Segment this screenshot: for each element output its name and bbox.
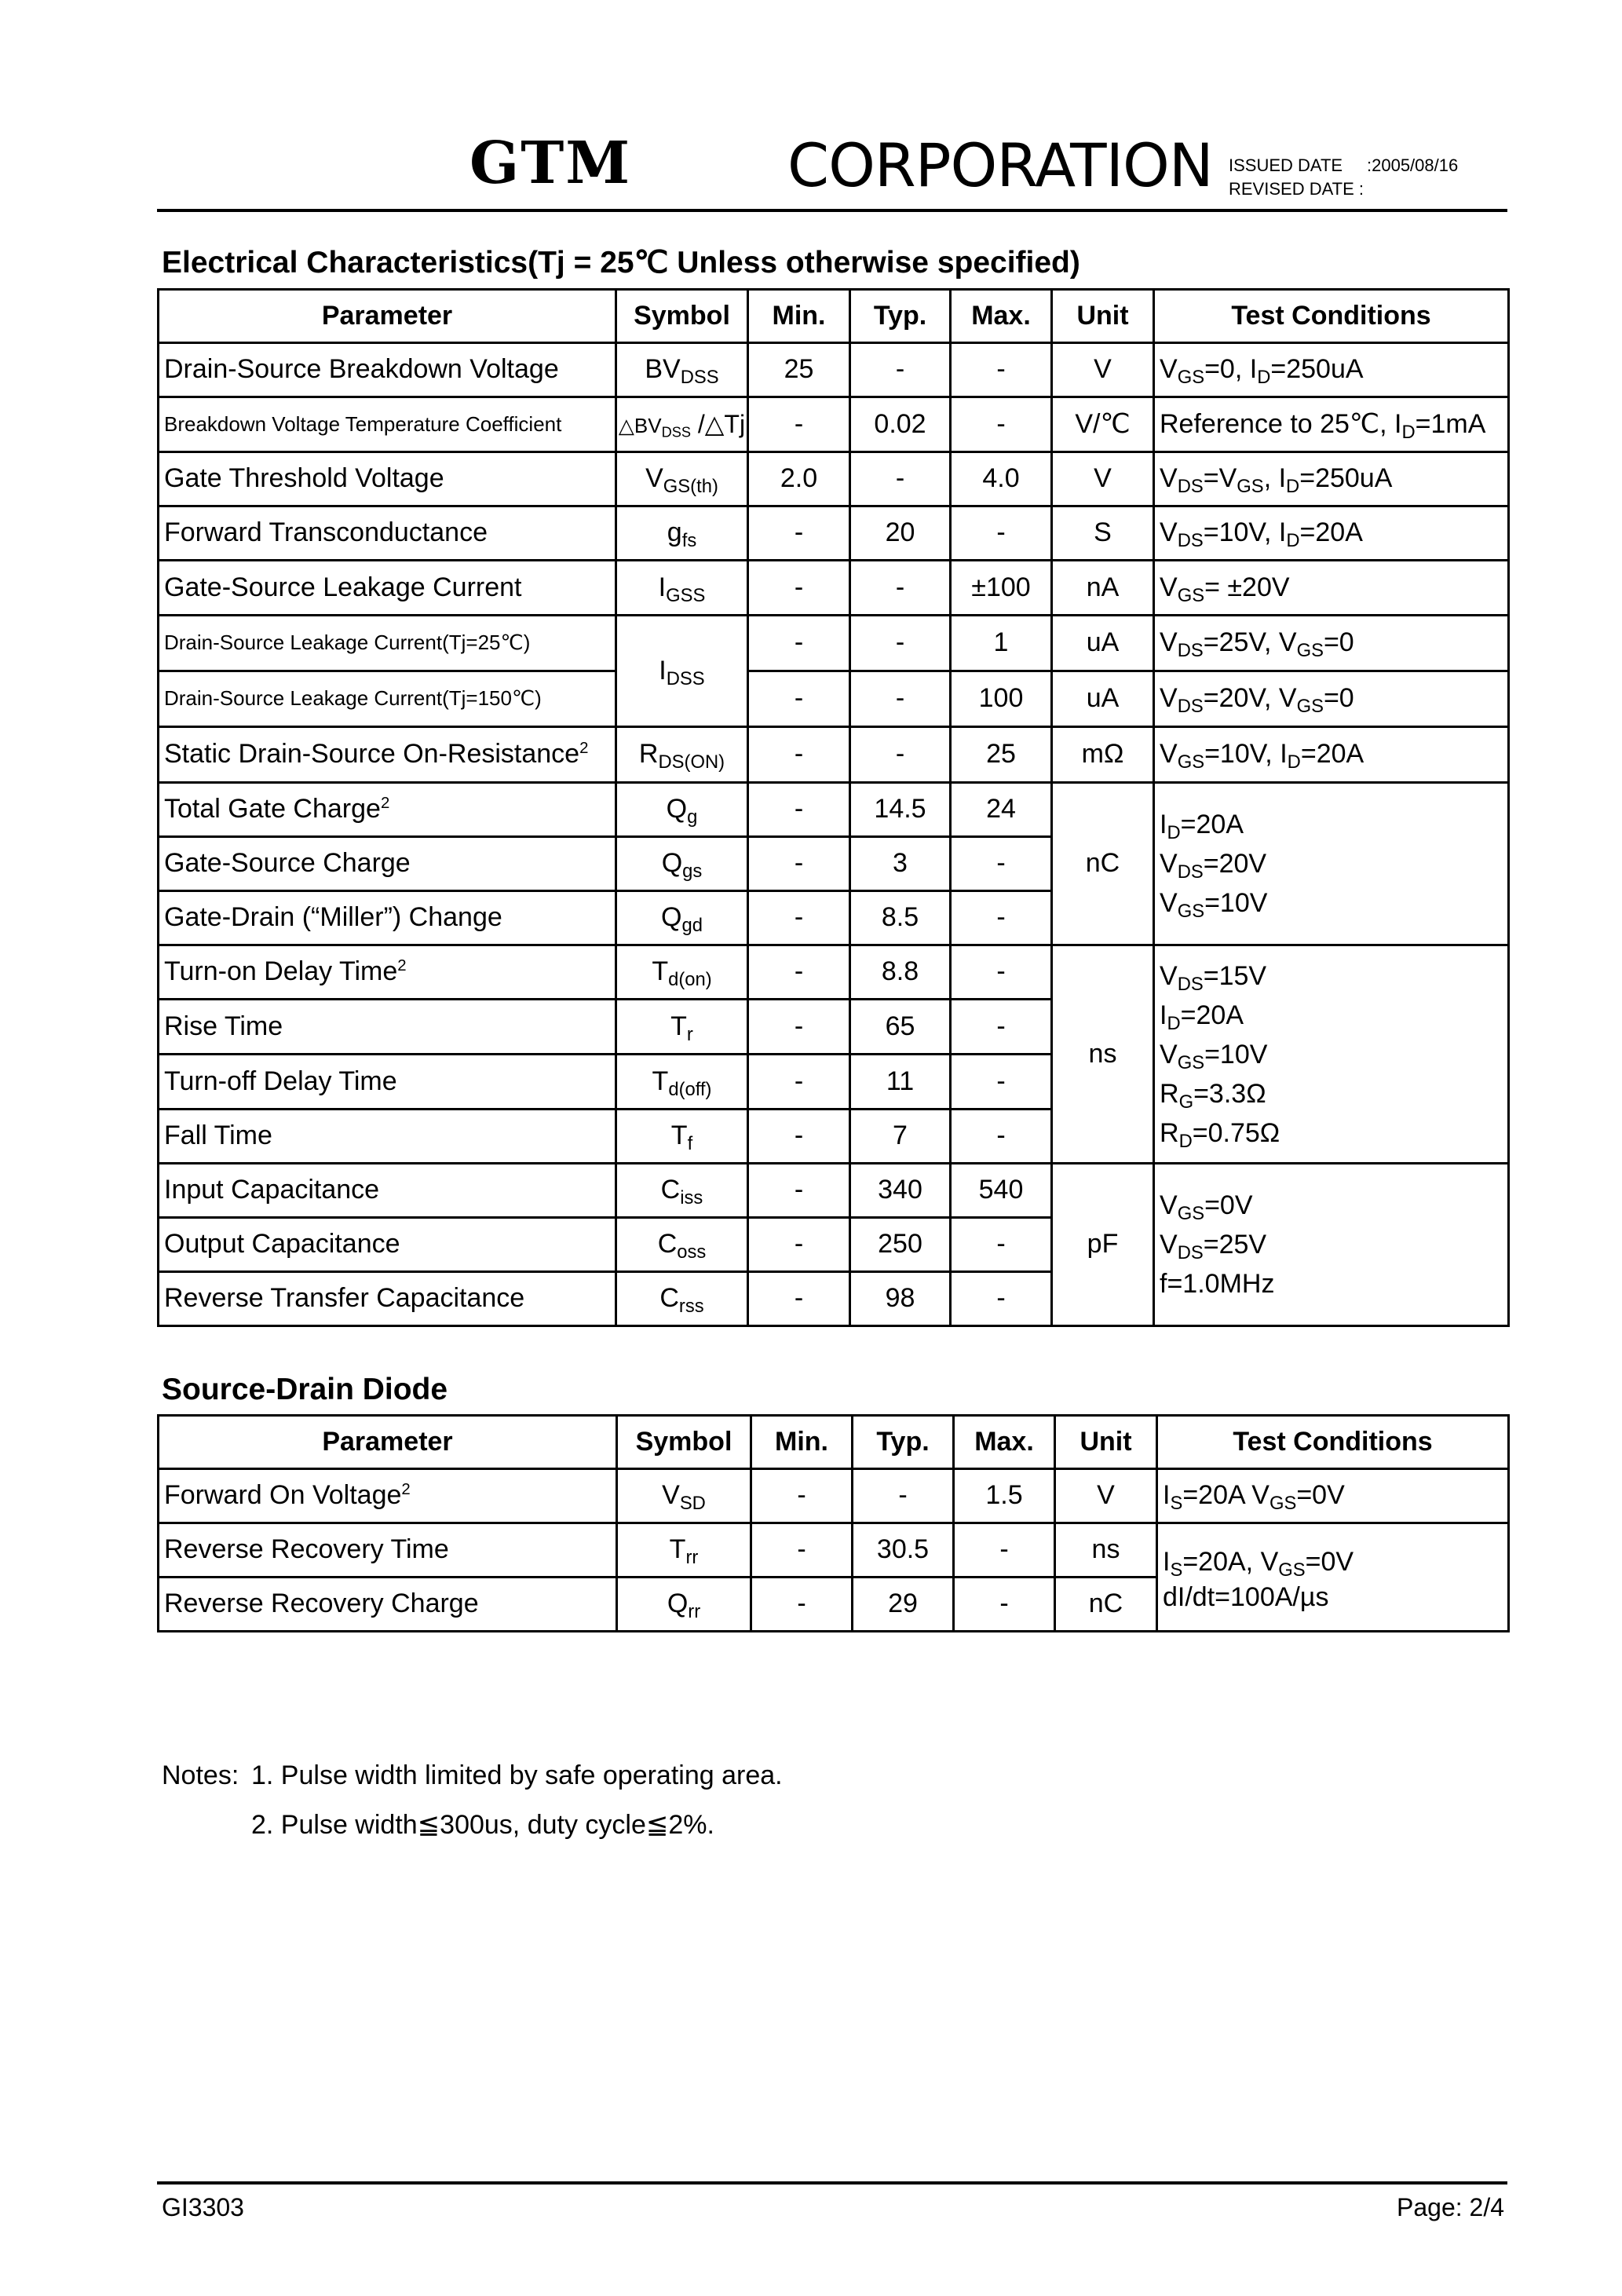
min-cell: - — [748, 671, 850, 727]
typ-cell: 0.02 — [850, 397, 951, 452]
issue-dates — [1229, 154, 1458, 201]
max-cell: - — [951, 397, 1052, 452]
electrical-characteristics-title: Electrical Characteristics(Tj = 25℃ Unless otherwise specified) — [162, 246, 1080, 280]
condition-cell: $V_{GS}=0V$ $V_{DS}=25V$ f=1.0MHz — [1154, 1164, 1509, 1326]
condition-cell: $V_{DS}=15V$ $I_D=20A$ $V_{GS}=10V$ $R_G=3.3\Omega$ $R_D=0.75\Omega$ — [1154, 945, 1509, 1164]
header-symbol: Symbol — [616, 290, 748, 343]
condition-cell: $V_{DS}=10V$, $I_D=20A$ — [1154, 506, 1509, 561]
unit-cell: nA — [1052, 561, 1154, 616]
max-cell: 24 — [951, 783, 1052, 837]
unit-cell: mΩ — [1052, 727, 1154, 783]
header-test-conditions: Test Conditions — [1154, 290, 1509, 343]
symbol-cell: $Q_{gd}$ — [616, 891, 748, 945]
condition-cell: $V_{DS}=V_{GS}$, $I_D=250uA$ — [1154, 452, 1509, 506]
table-row — [159, 1469, 1509, 1523]
max-cell: 1.5 — [954, 1469, 1055, 1523]
max-cell: - — [951, 1110, 1052, 1164]
table-row — [159, 561, 1509, 616]
header-max: Max. — [951, 290, 1052, 343]
symbol-cell: $I_{DSS}$ — [616, 616, 748, 727]
notes-label: Notes: — [162, 1760, 239, 1790]
param-cell: Input Capacitance — [159, 1164, 616, 1218]
param-cell: Fall Time — [159, 1110, 616, 1164]
min-cell: - — [748, 1164, 850, 1218]
table-row — [159, 397, 1509, 452]
max-cell: 4.0 — [951, 452, 1052, 506]
symbol-cell: $T_{d(on)}$ — [616, 945, 748, 1000]
condition-cell: $I_S=20A$, $V_{GS}=0V$ dI/dt=100A/µs — [1157, 1523, 1509, 1632]
max-cell: - — [954, 1578, 1055, 1632]
typ-cell: 3 — [850, 837, 951, 891]
param-cell: Gate-Drain (“Miller”) Change — [159, 891, 616, 945]
max-cell: - — [951, 1272, 1052, 1326]
symbol-cell: $g_{fs}$ — [616, 506, 748, 561]
footer-rule — [157, 2181, 1507, 2184]
table-row — [159, 1164, 1509, 1218]
unit-cell: V — [1055, 1469, 1157, 1523]
revised-date-label: REVISED DATE : — [1229, 179, 1364, 199]
max-cell: 100 — [951, 671, 1052, 727]
min-cell: - — [751, 1469, 853, 1523]
min-cell: - — [748, 945, 850, 1000]
note-1: 1. Pulse width limited by safe operating area. — [251, 1760, 783, 1790]
max-cell: 25 — [951, 727, 1052, 783]
unit-cell: ns — [1055, 1523, 1157, 1578]
unit-cell: pF — [1052, 1164, 1154, 1326]
typ-cell: 65 — [850, 1000, 951, 1055]
table-row — [159, 506, 1509, 561]
symbol-cell: $C_{rss}$ — [616, 1272, 748, 1326]
symbol-cell: $C_{iss}$ — [616, 1164, 748, 1218]
param-cell: Reverse Recovery Charge — [159, 1578, 617, 1632]
header-typ: Typ. — [850, 290, 951, 343]
table-row — [159, 727, 1509, 783]
header-rule — [157, 209, 1507, 212]
header-max: Max. — [954, 1416, 1055, 1469]
condition-cell: $V_{DS}=25V$, $V_{GS}=0$ — [1154, 616, 1509, 671]
symbol-cell: $V_{SD}$ — [617, 1469, 751, 1523]
max-cell: - — [951, 1218, 1052, 1272]
min-cell: - — [748, 1000, 850, 1055]
typ-cell: - — [850, 452, 951, 506]
typ-cell: 98 — [850, 1272, 951, 1326]
header-test-conditions: Test Conditions — [1157, 1416, 1509, 1469]
max-cell: - — [954, 1523, 1055, 1578]
param-cell: Turn-off Delay Time — [159, 1055, 616, 1110]
param-cell: Reverse Transfer Capacitance — [159, 1272, 616, 1326]
header-min: Min. — [751, 1416, 853, 1469]
condition-cell: $V_{GS}=10V$, $I_D=20A$ — [1154, 727, 1509, 783]
page-number: Page: 2/4 — [1397, 2193, 1504, 2221]
typ-cell: - — [850, 561, 951, 616]
param-cell: Drain-Source Breakdown Voltage — [159, 343, 616, 397]
part-number: GI3303 — [162, 2193, 244, 2221]
table-row — [159, 616, 1509, 671]
param-cell: Gate Threshold Voltage — [159, 452, 616, 506]
typ-cell: - — [850, 616, 951, 671]
min-cell: - — [748, 727, 850, 783]
symbol-cell: $I_{GSS}$ — [616, 561, 748, 616]
symbol-cell: $C_{oss}$ — [616, 1218, 748, 1272]
condition-cell: $I_S=20A$ $V_{GS}=0V$ — [1157, 1469, 1509, 1523]
symbol-cell: $Q_g$ — [616, 783, 748, 837]
unit-cell: uA — [1052, 671, 1154, 727]
condition-cell: $V_{DS}=20V$, $V_{GS}=0$ — [1154, 671, 1509, 727]
param-cell: Turn-on Delay Time$^2$ — [159, 945, 616, 1000]
min-cell: 25 — [748, 343, 850, 397]
typ-cell: - — [850, 727, 951, 783]
typ-cell: 8.5 — [850, 891, 951, 945]
min-cell: - — [748, 837, 850, 891]
typ-cell: 340 — [850, 1164, 951, 1218]
note-2: 2. Pulse width≦300us, duty cycle≦2%. — [251, 1810, 714, 1840]
unit-cell: V/℃ — [1052, 397, 1154, 452]
symbol-cell: $\triangle BV_{DSS}$ /△Tj — [616, 397, 748, 452]
condition-cell: $V_{GS}=0$, $I_D=250uA$ — [1154, 343, 1509, 397]
unit-cell: nC — [1055, 1578, 1157, 1632]
unit-cell: nC — [1052, 783, 1154, 945]
symbol-cell: $Q_{gs}$ — [616, 837, 748, 891]
condition-cell: $I_D=20A$ $V_{DS}=20V$ $V_{GS}=10V$ — [1154, 783, 1509, 945]
min-cell: - — [748, 783, 850, 837]
typ-cell: - — [853, 1469, 954, 1523]
typ-cell: 29 — [853, 1578, 954, 1632]
condition-cell: $V_{GS}= \pm 20V$ — [1154, 561, 1509, 616]
min-cell: 2.0 — [748, 452, 850, 506]
typ-cell: - — [850, 343, 951, 397]
typ-cell: 30.5 — [853, 1523, 954, 1578]
max-cell: 1 — [951, 616, 1052, 671]
table-header-row — [159, 1416, 1509, 1469]
unit-cell: V — [1052, 343, 1154, 397]
param-cell: Forward Transconductance — [159, 506, 616, 561]
typ-cell: 8.8 — [850, 945, 951, 1000]
param-cell: Breakdown Voltage Temperature Coefficient — [159, 397, 616, 452]
symbol-cell: $T_f$ — [616, 1110, 748, 1164]
max-cell: - — [951, 837, 1052, 891]
typ-cell: 14.5 — [850, 783, 951, 837]
symbol-cell: $R_{DS(ON)}$ — [616, 727, 748, 783]
param-cell: Static Drain-Source On-Resistance$^2$ — [159, 727, 616, 783]
param-cell: Total Gate Charge$^2$ — [159, 783, 616, 837]
header-parameter: Parameter — [159, 1416, 617, 1469]
table-row — [159, 671, 1509, 727]
source-drain-diode-table — [157, 1414, 1510, 1632]
min-cell: - — [748, 1272, 850, 1326]
source-drain-diode-title: Source-Drain Diode — [162, 1373, 448, 1406]
issued-date-label: ISSUED DATE — [1229, 155, 1343, 175]
symbol-cell: $Q_{rr}$ — [617, 1578, 751, 1632]
company-logo: GTM — [469, 130, 632, 197]
min-cell: - — [748, 1110, 850, 1164]
param-cell: Rise Time — [159, 1000, 616, 1055]
unit-cell: uA — [1052, 616, 1154, 671]
max-cell: - — [951, 506, 1052, 561]
header-unit: Unit — [1052, 290, 1154, 343]
max-cell: - — [951, 1055, 1052, 1110]
company-name: CORPORATION — [787, 130, 1213, 200]
typ-cell: 7 — [850, 1110, 951, 1164]
unit-cell: V — [1052, 452, 1154, 506]
param-cell: Gate-Source Charge — [159, 837, 616, 891]
table-row — [159, 452, 1509, 506]
unit-cell: ns — [1052, 945, 1154, 1164]
header-parameter: Parameter — [159, 290, 616, 343]
min-cell: - — [748, 616, 850, 671]
min-cell: - — [748, 891, 850, 945]
table-row — [159, 1523, 1509, 1578]
header-typ: Typ. — [853, 1416, 954, 1469]
symbol-cell: $V_{GS(th)}$ — [616, 452, 748, 506]
max-cell: - — [951, 945, 1052, 1000]
header-symbol: Symbol — [617, 1416, 751, 1469]
min-cell: - — [748, 506, 850, 561]
table-row — [159, 343, 1509, 397]
typ-cell: 11 — [850, 1055, 951, 1110]
condition-cell: Reference to 25℃, $I_D=1mA$ — [1154, 397, 1509, 452]
min-cell: - — [748, 397, 850, 452]
table-row — [159, 945, 1509, 1000]
typ-cell: 20 — [850, 506, 951, 561]
typ-cell: - — [850, 671, 951, 727]
issued-date-value: :2005/08/16 — [1367, 155, 1459, 175]
min-cell: - — [751, 1523, 853, 1578]
min-cell: - — [751, 1578, 853, 1632]
unit-cell: S — [1052, 506, 1154, 561]
param-cell: Output Capacitance — [159, 1218, 616, 1272]
table-header-row — [159, 290, 1509, 343]
symbol-cell: $T_{rr}$ — [617, 1523, 751, 1578]
min-cell: - — [748, 1218, 850, 1272]
param-cell: Reverse Recovery Time — [159, 1523, 617, 1578]
max-cell: - — [951, 1000, 1052, 1055]
symbol-cell: $BV_{DSS}$ — [616, 343, 748, 397]
symbol-cell: $T_r$ — [616, 1000, 748, 1055]
typ-cell: 250 — [850, 1218, 951, 1272]
param-cell: Drain-Source Leakage Current(Tj=150℃) — [159, 671, 616, 727]
header-unit: Unit — [1055, 1416, 1157, 1469]
max-cell: 540 — [951, 1164, 1052, 1218]
header-min: Min. — [748, 290, 850, 343]
param-cell: Drain-Source Leakage Current(Tj=25℃) — [159, 616, 616, 671]
max-cell: ±100 — [951, 561, 1052, 616]
max-cell: - — [951, 343, 1052, 397]
table-row — [159, 783, 1509, 837]
param-cell: Forward On Voltage$^2$ — [159, 1469, 617, 1523]
electrical-characteristics-table — [157, 288, 1510, 1327]
min-cell: - — [748, 561, 850, 616]
min-cell: - — [748, 1055, 850, 1110]
symbol-cell: $T_{d(off)}$ — [616, 1055, 748, 1110]
max-cell: - — [951, 891, 1052, 945]
param-cell: Gate-Source Leakage Current — [159, 561, 616, 616]
